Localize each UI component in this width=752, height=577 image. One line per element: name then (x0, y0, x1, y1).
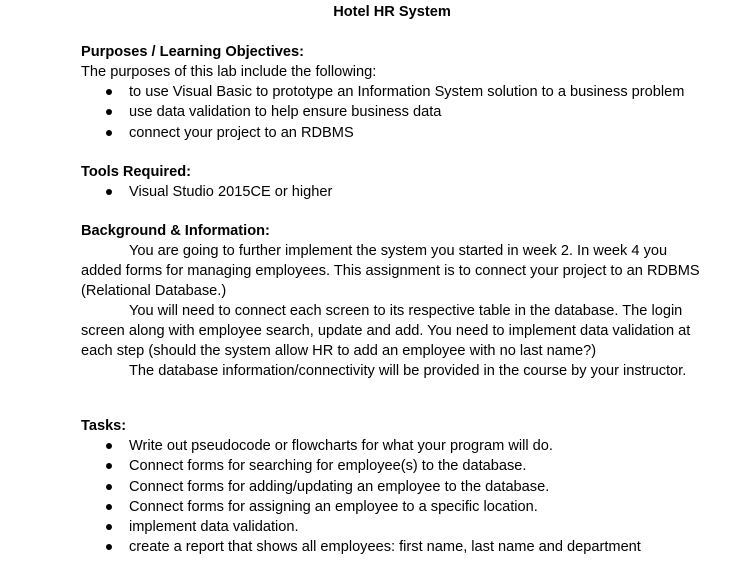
background-line: screen along with employee search, update and add. You need to implement data validation at (81, 323, 691, 339)
bullet-icon (106, 504, 112, 510)
list-item (81, 102, 712, 122)
tools-section (81, 162, 712, 202)
purposes-list (81, 82, 712, 143)
background-line: each step (should the system allow HR to add an employee with no last name?) (81, 343, 597, 359)
bullet-icon (106, 443, 112, 449)
bullet-icon (106, 109, 112, 115)
purposes-section (81, 42, 712, 143)
bullet-icon (106, 484, 112, 490)
bullet-icon (106, 544, 112, 550)
list-item-text: use data validation to help ensure business data (129, 104, 442, 121)
background-line: You will need to connect each screen to its respective table in the database. The login (129, 303, 683, 319)
background-line: added forms for managing employees. This assignment is to connect your project to an RDBMS (81, 263, 700, 279)
tasks-heading: Tasks: (81, 418, 127, 434)
list-item-text: Connect forms for adding/updating an employee to the database. (129, 478, 550, 495)
background-line: You are going to further implement the system you started in week 2. In week 4 you (129, 243, 668, 259)
list-item-text: Connect forms for searching for employee(s) to the database. (129, 458, 527, 475)
tasks-list (81, 436, 712, 558)
list-item (81, 497, 712, 517)
bullet-icon (106, 524, 112, 530)
list-item (81, 517, 712, 537)
list-item-text: Visual Studio 2015CE or higher (129, 184, 333, 200)
background-line: (Relational Database.) (81, 283, 227, 299)
document-title: Hotel HR System (333, 4, 451, 20)
background-heading: Background & Information: (81, 223, 270, 239)
purposes-heading: Purposes / Learning Objectives: (81, 44, 305, 60)
list-item-text: connect your project to an RDBMS (129, 124, 354, 141)
list-item (81, 436, 712, 456)
tools-heading: Tools Required: (81, 164, 191, 180)
list-item-text: to use Visual Basic to prototype an Information System solution to a business problem (129, 84, 685, 100)
background-line: The database information/connectivity will be provided in the course by your instructor. (129, 363, 687, 379)
list-item (81, 123, 712, 143)
tasks-section (81, 416, 712, 558)
tools-list (81, 182, 712, 202)
bullet-icon (106, 463, 112, 469)
list-item-text: Write out pseudocode or flowcharts for what your program will do. (129, 438, 553, 454)
list-item-text: create a report that shows all employees: first name, last name and department (129, 539, 641, 556)
list-item (81, 182, 712, 202)
bullet-icon (106, 89, 112, 95)
list-item (81, 537, 712, 557)
purposes-intro: The purposes of this lab include the following: (81, 64, 377, 80)
list-item (81, 456, 712, 476)
background-section (81, 221, 712, 381)
bullet-icon (106, 130, 112, 136)
bullet-icon (106, 189, 112, 195)
list-item-text: Connect forms for assigning an employee to a specific location. (129, 498, 538, 515)
list-item (81, 477, 712, 497)
list-item (81, 82, 712, 102)
list-item-text: implement data validation. (129, 519, 299, 536)
